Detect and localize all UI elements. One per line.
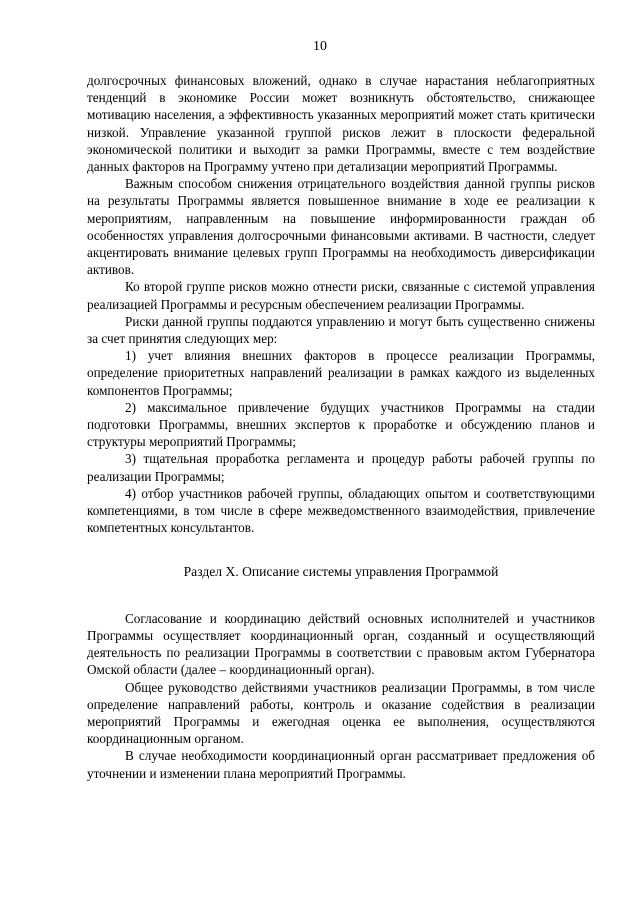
paragraph: Согласование и координацию действий основных исполнителей и участников Программы осуществляет координационный орган, созданный и осуществляющий деятельность по реализации Программы в соответствии с правовым актом Губернатора Омской области (далее – координационный орган).: [87, 610, 595, 678]
list-item: 3) тщательная проработка регламента и процедур работы рабочей группы по реализации Программы;: [87, 451, 595, 484]
paragraph: Риски данной группы поддаются управлению и могут быть существенно снижены за счет принятия следующих мер:: [87, 313, 595, 347]
section-heading: Раздел X. Описание системы управления Программой: [183, 564, 499, 580]
list-item: 2) максимальное привлечение будущих участников Программы на стадии подготовки Программы, внешних экспертов к проработке и обсуждению планов и структуры мероприятий Программы;: [87, 399, 595, 450]
document-body: [87, 72, 595, 782]
list-item: 1) учет влияния внешних факторов в процессе реализации Программы, определение приоритетных направлений реализации в рамках каждого из выделенных компонентов Программы;: [87, 348, 595, 398]
paragraph: Общее руководство действиями участников реализации Программы, в том числе определение направлений работы, контроль и оказание содействия в реализации мероприятий Программы и ежегодная оценка ее выполнения, осуществляются координационным органом.: [87, 679, 595, 747]
page-number: 10: [313, 39, 327, 54]
paragraph: В случае необходимости координационный орган рассматривает предложения об уточнении и изменении плана мероприятий Программы.: [87, 748, 595, 781]
paragraph-continuation: долгосрочных финансовых вложений, однако в случае нарастания неблагоприятных тенденций в экономике России может возникнуть обстоятельство, снижающее мотивацию населения, а эффективность указанных мероприятий может стать критически низкой. Управление указанной группой рисков лежит в плоскости федеральной экономической политики и выходит за рамки Программы, вместе с тем воздействие данных факторов на Программу учтено при детализации мероприятий Программы.: [87, 73, 595, 175]
paragraph: Важным способом снижения отрицательного воздействия данной группы рисков на результаты Программы является повышенное внимание в ходе ее реализации к мероприятиям, направленным на повышение информированности граждан об особенностях управления долгосрочными финансовыми активами. В частности, следует акцентировать внимание целевых групп Программы на необходимость диверсификации активов.: [87, 176, 595, 278]
list-item: 4) отбор участников рабочей группы, обладающих опытом и соответствующими компетенциями, в том числе в сфере межведомственного взаимодействия, привлечение компетентных консультантов.: [87, 485, 595, 536]
paragraph: Ко второй группе рисков можно отнести риски, связанные с системой управления реализацией Программы и ресурсным обеспечением реализации Программы.: [87, 279, 595, 312]
